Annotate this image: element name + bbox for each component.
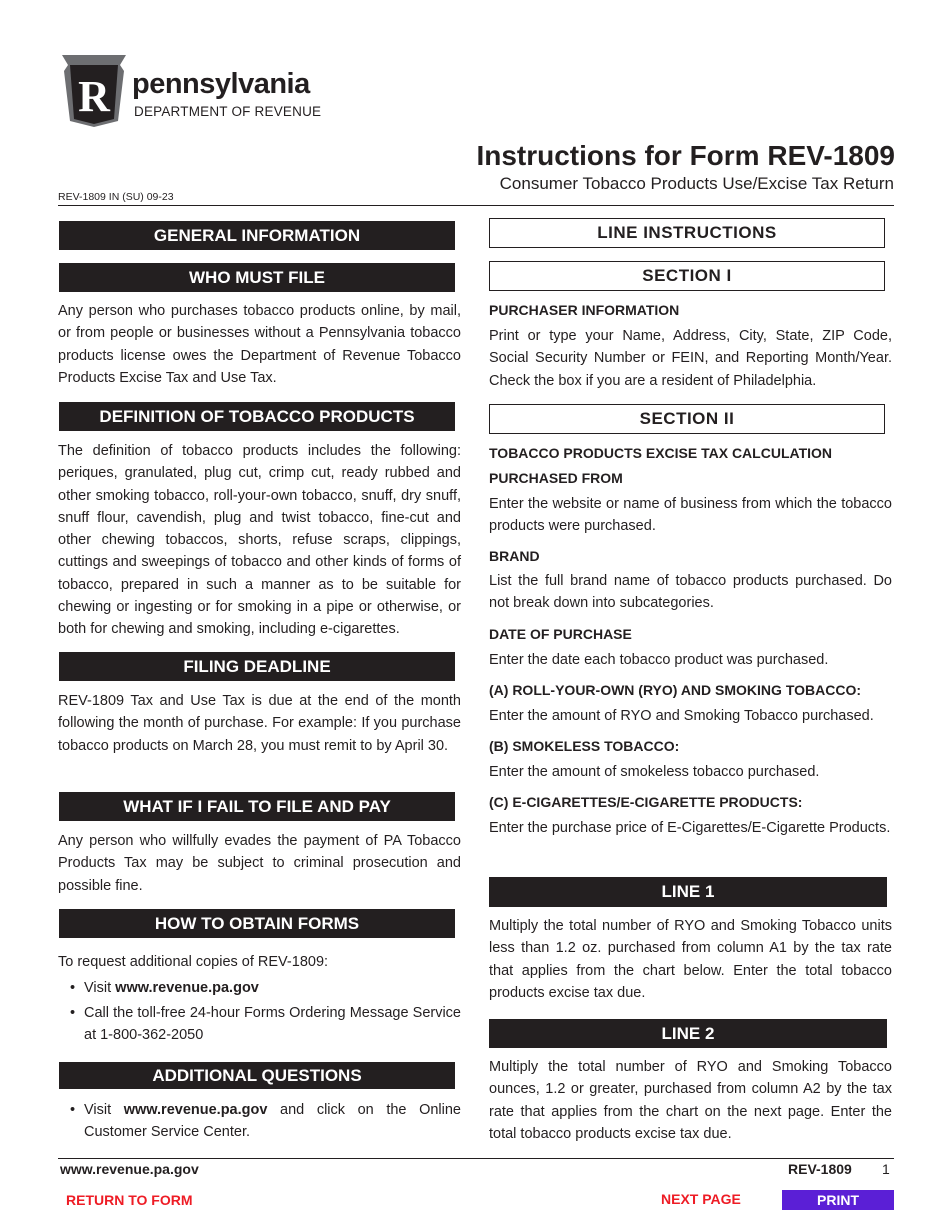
bullet-visit-prefix: Visit bbox=[84, 980, 116, 996]
footer-url[interactable]: www.revenue.pa.gov bbox=[60, 1161, 199, 1177]
definition-heading: DEFINITION OF TOBACCO PRODUCTS bbox=[59, 402, 455, 431]
next-page-button[interactable]: NEXT PAGE bbox=[661, 1191, 741, 1207]
pa-keystone-logo-icon bbox=[60, 55, 128, 127]
fail-to-file-text: Any person who willfully evades the payment of PA Tobacco Products Tax may be subject to criminal prosecution and possible fine. bbox=[58, 833, 461, 894]
date-subhead: DATE OF PURCHASE bbox=[489, 626, 632, 642]
page-subtitle: Consumer Tobacco Products Use/Excise Tax Return bbox=[499, 174, 894, 193]
fail-to-file-heading: WHAT IF I FAIL TO FILE AND PAY bbox=[59, 792, 455, 821]
obtain-forms-bullet-call: • Call the toll-free 24-hour Forms Ordering Message Service at 1-800-362-2050 bbox=[58, 1002, 461, 1046]
purchaser-info-subhead: PURCHASER INFORMATION bbox=[489, 302, 680, 318]
obtain-forms-heading: HOW TO OBTAIN FORMS bbox=[59, 909, 455, 938]
aq-suffix: and click on the Online Customer Service Center. bbox=[84, 1102, 461, 1140]
who-must-file-text: Any person who purchases tobacco products online, by mail, or from people or businesses without a Pennsylvania tobacco products license owes the Department of Revenue Tobacco Products Excise Tax and Use Tax. bbox=[58, 303, 461, 386]
filing-deadline-heading: FILING DEADLINE bbox=[59, 652, 455, 681]
ecig-subhead: (C) E-CIGARETTES/E-CIGARETTE PRODUCTS: bbox=[489, 794, 803, 810]
aq-prefix: Visit bbox=[84, 1102, 124, 1118]
line-2-heading: LINE 2 bbox=[489, 1019, 887, 1048]
brand-text: List the full brand name of tobacco products purchased. Do not break down into subcategories. bbox=[489, 573, 892, 612]
header-divider bbox=[58, 205, 894, 206]
logo-emblem-letter: R bbox=[78, 72, 110, 121]
purchaser-info-text: Print or type your Name, Address, City, State, ZIP Code, Social Security Number or FEIN, and Reporting Month/Year. Check the box if you are a resident of Philadelphia. bbox=[489, 328, 892, 389]
footer-form-number: REV-1809 bbox=[788, 1161, 852, 1177]
line-1-heading: LINE 1 bbox=[489, 877, 887, 907]
purchased-from-subhead: PURCHASED FROM bbox=[489, 470, 623, 486]
page-title: Instructions for Form REV-1809 bbox=[476, 140, 895, 171]
revenue-link[interactable]: www.revenue.pa.gov bbox=[115, 980, 259, 996]
revenue-link-2[interactable]: www.revenue.pa.gov bbox=[123, 1102, 268, 1118]
ryo-subhead: (A) ROLL-YOUR-OWN (RYO) AND SMOKING TOBACCO: bbox=[489, 682, 861, 698]
line-instructions-heading: LINE INSTRUCTIONS bbox=[489, 218, 885, 248]
page-number: 1 bbox=[882, 1161, 890, 1177]
ryo-text: Enter the amount of RYO and Smoking Tobacco purchased. bbox=[489, 708, 874, 724]
definition-text: The definition of tobacco products includes the following: periques, granulated, plug cut, crimp cut, ready rubbed and other smoking tobacco, roll-your-own tobacco, snuff, dry snuff, snuff flour, cavendish, plug and twist tobacco, fine-cut and other chewing tobaccos, shorts, refuse scraps, clippings, cuttings and sweepings of tobacco and other kinds of forms of tobacco, prepared in such a manner as to be suitable for chewing or ingesting or for smoking in a pipe or otherwise, or both for chewing and smoking, including e-cigarettes. bbox=[58, 443, 461, 638]
additional-questions-heading: ADDITIONAL QUESTIONS bbox=[59, 1062, 455, 1089]
line-1-text: Multiply the total number of RYO and Smoking Tobacco units less than 1.2 oz. purchased from column A1 by the tax rate that applies from the chart below. Enter the total tobacco products excise tax due. bbox=[489, 918, 892, 1001]
footer-divider bbox=[58, 1158, 894, 1159]
additional-questions-bullet bbox=[58, 1099, 461, 1143]
smokeless-text: Enter the amount of smokeless tobacco purchased. bbox=[489, 764, 820, 780]
obtain-forms-intro: To request additional copies of REV-1809: bbox=[58, 954, 329, 970]
section-2-heading: SECTION II bbox=[489, 404, 885, 434]
line-2-text: Multiply the total number of RYO and Smoking Tobacco ounces, 1.2 or greater, purchased from column A2 by the tax rate that applies from the chart on the next page. Enter the total tobacco products excise tax due. bbox=[489, 1059, 892, 1142]
return-to-form-button[interactable]: RETURN TO FORM bbox=[66, 1192, 193, 1208]
section-1-heading: SECTION I bbox=[489, 261, 885, 291]
brand-subhead: BRAND bbox=[489, 548, 540, 564]
excise-calc-subhead: TOBACCO PRODUCTS EXCISE TAX CALCULATION bbox=[489, 445, 833, 461]
ecig-text: Enter the purchase price of E-Cigarettes/E-Cigarette Products. bbox=[489, 820, 891, 836]
obtain-forms-bullet-visit bbox=[58, 977, 461, 999]
date-text: Enter the date each tobacco product was purchased. bbox=[489, 652, 829, 668]
logo-department: DEPARTMENT OF REVENUE bbox=[134, 104, 322, 119]
general-information-heading: GENERAL INFORMATION bbox=[59, 221, 455, 250]
logo-pennsylvania: pennsylvania bbox=[132, 68, 310, 100]
who-must-file-heading: WHO MUST FILE bbox=[59, 263, 455, 292]
obtain-forms-list bbox=[58, 977, 461, 1046]
form-code: REV-1809 IN (SU) 09-23 bbox=[58, 191, 174, 203]
purchased-from-text: Enter the website or name of business from which the tobacco products were purchased. bbox=[489, 496, 892, 535]
smokeless-subhead: (B) SMOKELESS TOBACCO: bbox=[489, 738, 680, 754]
print-button[interactable]: PRINT bbox=[782, 1190, 894, 1210]
filing-deadline-text: REV-1809 Tax and Use Tax is due at the end of the month following the month of purchase. For example: If you purchase tobacco products on March 28, you must remit to by April 30. bbox=[58, 693, 461, 754]
additional-questions-list bbox=[58, 1099, 461, 1143]
